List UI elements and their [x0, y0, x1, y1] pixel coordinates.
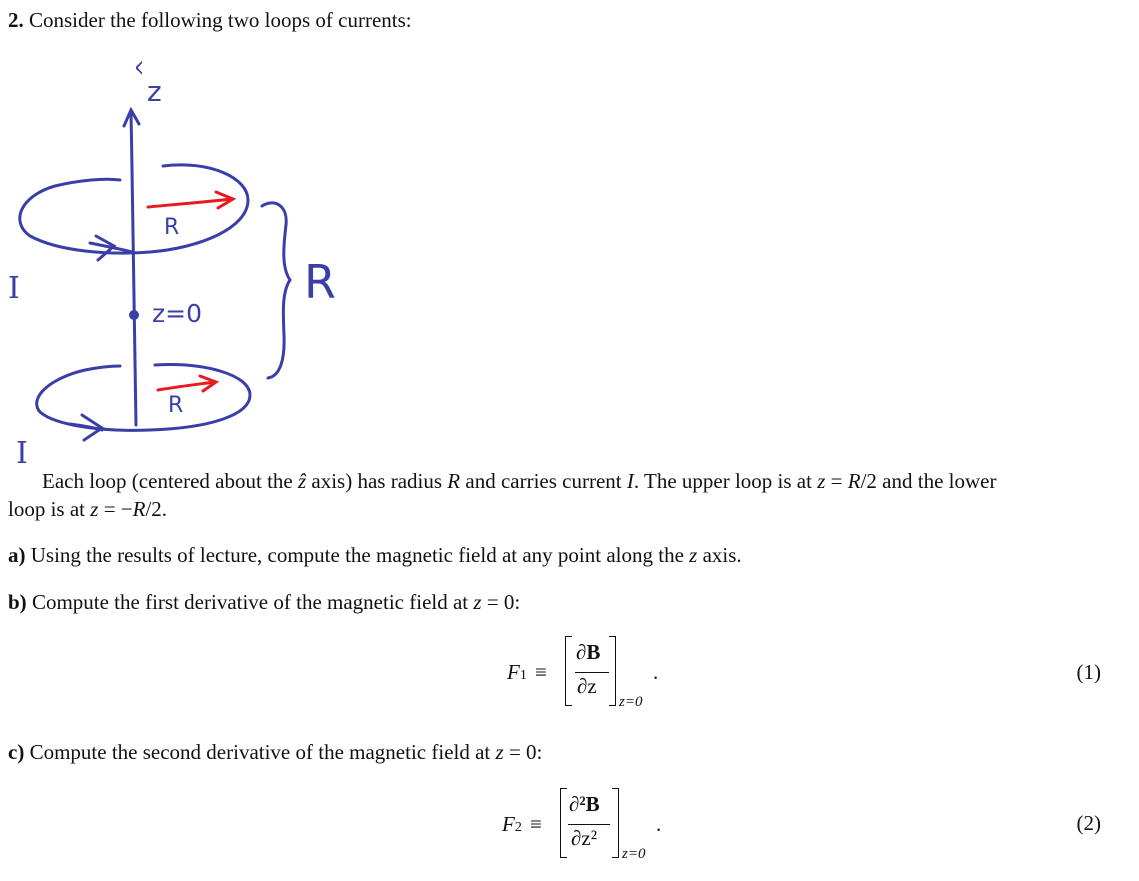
z-symbol: z: [689, 543, 698, 567]
part-a: [8, 543, 742, 568]
part-c-text: Compute the second derivative of the magnetic field at: [24, 740, 496, 764]
upper-current-arrow: [90, 236, 132, 260]
separation-label: R: [304, 255, 336, 309]
intro-text: = −: [98, 497, 133, 521]
lower-radius-label: R: [168, 393, 184, 418]
upper-current-label: I: [8, 271, 20, 306]
equation-2-number: (2): [1076, 811, 1101, 835]
intro-text: axis) has radius: [306, 469, 448, 493]
eq1-equiv: ≡: [535, 660, 547, 684]
current-symbol: I: [626, 469, 634, 493]
eq1-fraction-bar: [575, 672, 609, 673]
eq1-evaluation: z=0: [619, 694, 643, 710]
intro-text: /2 and the lower: [860, 469, 997, 493]
problem-heading: [8, 8, 412, 33]
part-c-label: c): [8, 740, 25, 764]
radius-symbol: R: [132, 497, 146, 521]
intro-line-2: [8, 497, 167, 522]
eq1-right-bracket: [609, 636, 616, 706]
part-b: [8, 590, 520, 615]
part-b-text: Compute the first derivative of the magnetic field at: [26, 590, 474, 614]
eq1-denominator: ∂z: [577, 674, 597, 698]
radius-symbol: R: [847, 469, 861, 493]
eq2-left-bracket: [560, 788, 567, 858]
intro-text: =: [825, 469, 848, 493]
eq1-period: .: [653, 660, 659, 684]
problem-title: Consider the following two loops of currents:: [23, 8, 412, 32]
z-hat-label: ^: [133, 58, 158, 77]
lower-loop: [37, 365, 250, 431]
intro-line-1: [42, 469, 996, 494]
eq2-numerator: ∂²B⃗: [569, 792, 617, 816]
separation-brace: [262, 203, 290, 378]
intro-text: /2.: [145, 497, 168, 521]
eq2-lhs: F2: [502, 812, 522, 836]
z-symbol: z: [817, 469, 826, 493]
eq2-fraction-bar: [568, 824, 610, 825]
eq1-numerator: ∂B⃗: [576, 640, 617, 664]
part-b-label: b): [8, 590, 27, 614]
upper-radius-arrow: [148, 192, 233, 208]
current-loops-figure: [0, 40, 400, 470]
z-symbol: z: [495, 740, 504, 764]
z-hat-symbol: ẑ: [297, 469, 307, 493]
problem-number: 2.: [8, 8, 24, 32]
eq2-period: .: [656, 812, 662, 836]
lower-radius-arrow: [158, 376, 216, 391]
upper-radius-label: R: [164, 215, 180, 240]
z-symbol: z: [473, 590, 482, 614]
origin-dot: [129, 310, 139, 320]
part-a-tail: axis.: [697, 543, 742, 567]
radius-symbol: R: [447, 469, 461, 493]
z-axis-label: z: [147, 75, 162, 108]
part-c-tail: = 0:: [503, 740, 543, 764]
intro-text: loop is at: [8, 497, 91, 521]
lower-current-arrow: [70, 415, 102, 440]
intro-text: and carries current: [460, 469, 627, 493]
eq2-evaluation: z=0: [622, 846, 646, 862]
intro-text: Each loop (centered about the: [42, 469, 298, 493]
intro-text: . The upper loop is at: [633, 469, 818, 493]
eq2-denominator: ∂z²: [571, 826, 597, 850]
equation-1-number: (1): [1076, 660, 1101, 684]
eq1-lhs: F1: [507, 660, 527, 684]
eq1-left-bracket: [565, 636, 572, 706]
eq2-right-bracket: [612, 788, 619, 858]
lower-current-label: I: [16, 436, 28, 470]
part-a-label: a): [8, 543, 26, 567]
part-c: [8, 740, 542, 765]
origin-label: z=0: [152, 299, 202, 328]
equation-1: [505, 634, 665, 714]
z-symbol: z: [90, 497, 99, 521]
equation-2: [500, 786, 665, 866]
z-axis-line: [131, 112, 136, 425]
eq2-equiv: ≡: [530, 812, 542, 836]
part-a-text: Using the results of lecture, compute the magnetic field at any point along the: [25, 543, 690, 567]
part-b-tail: = 0:: [481, 590, 521, 614]
